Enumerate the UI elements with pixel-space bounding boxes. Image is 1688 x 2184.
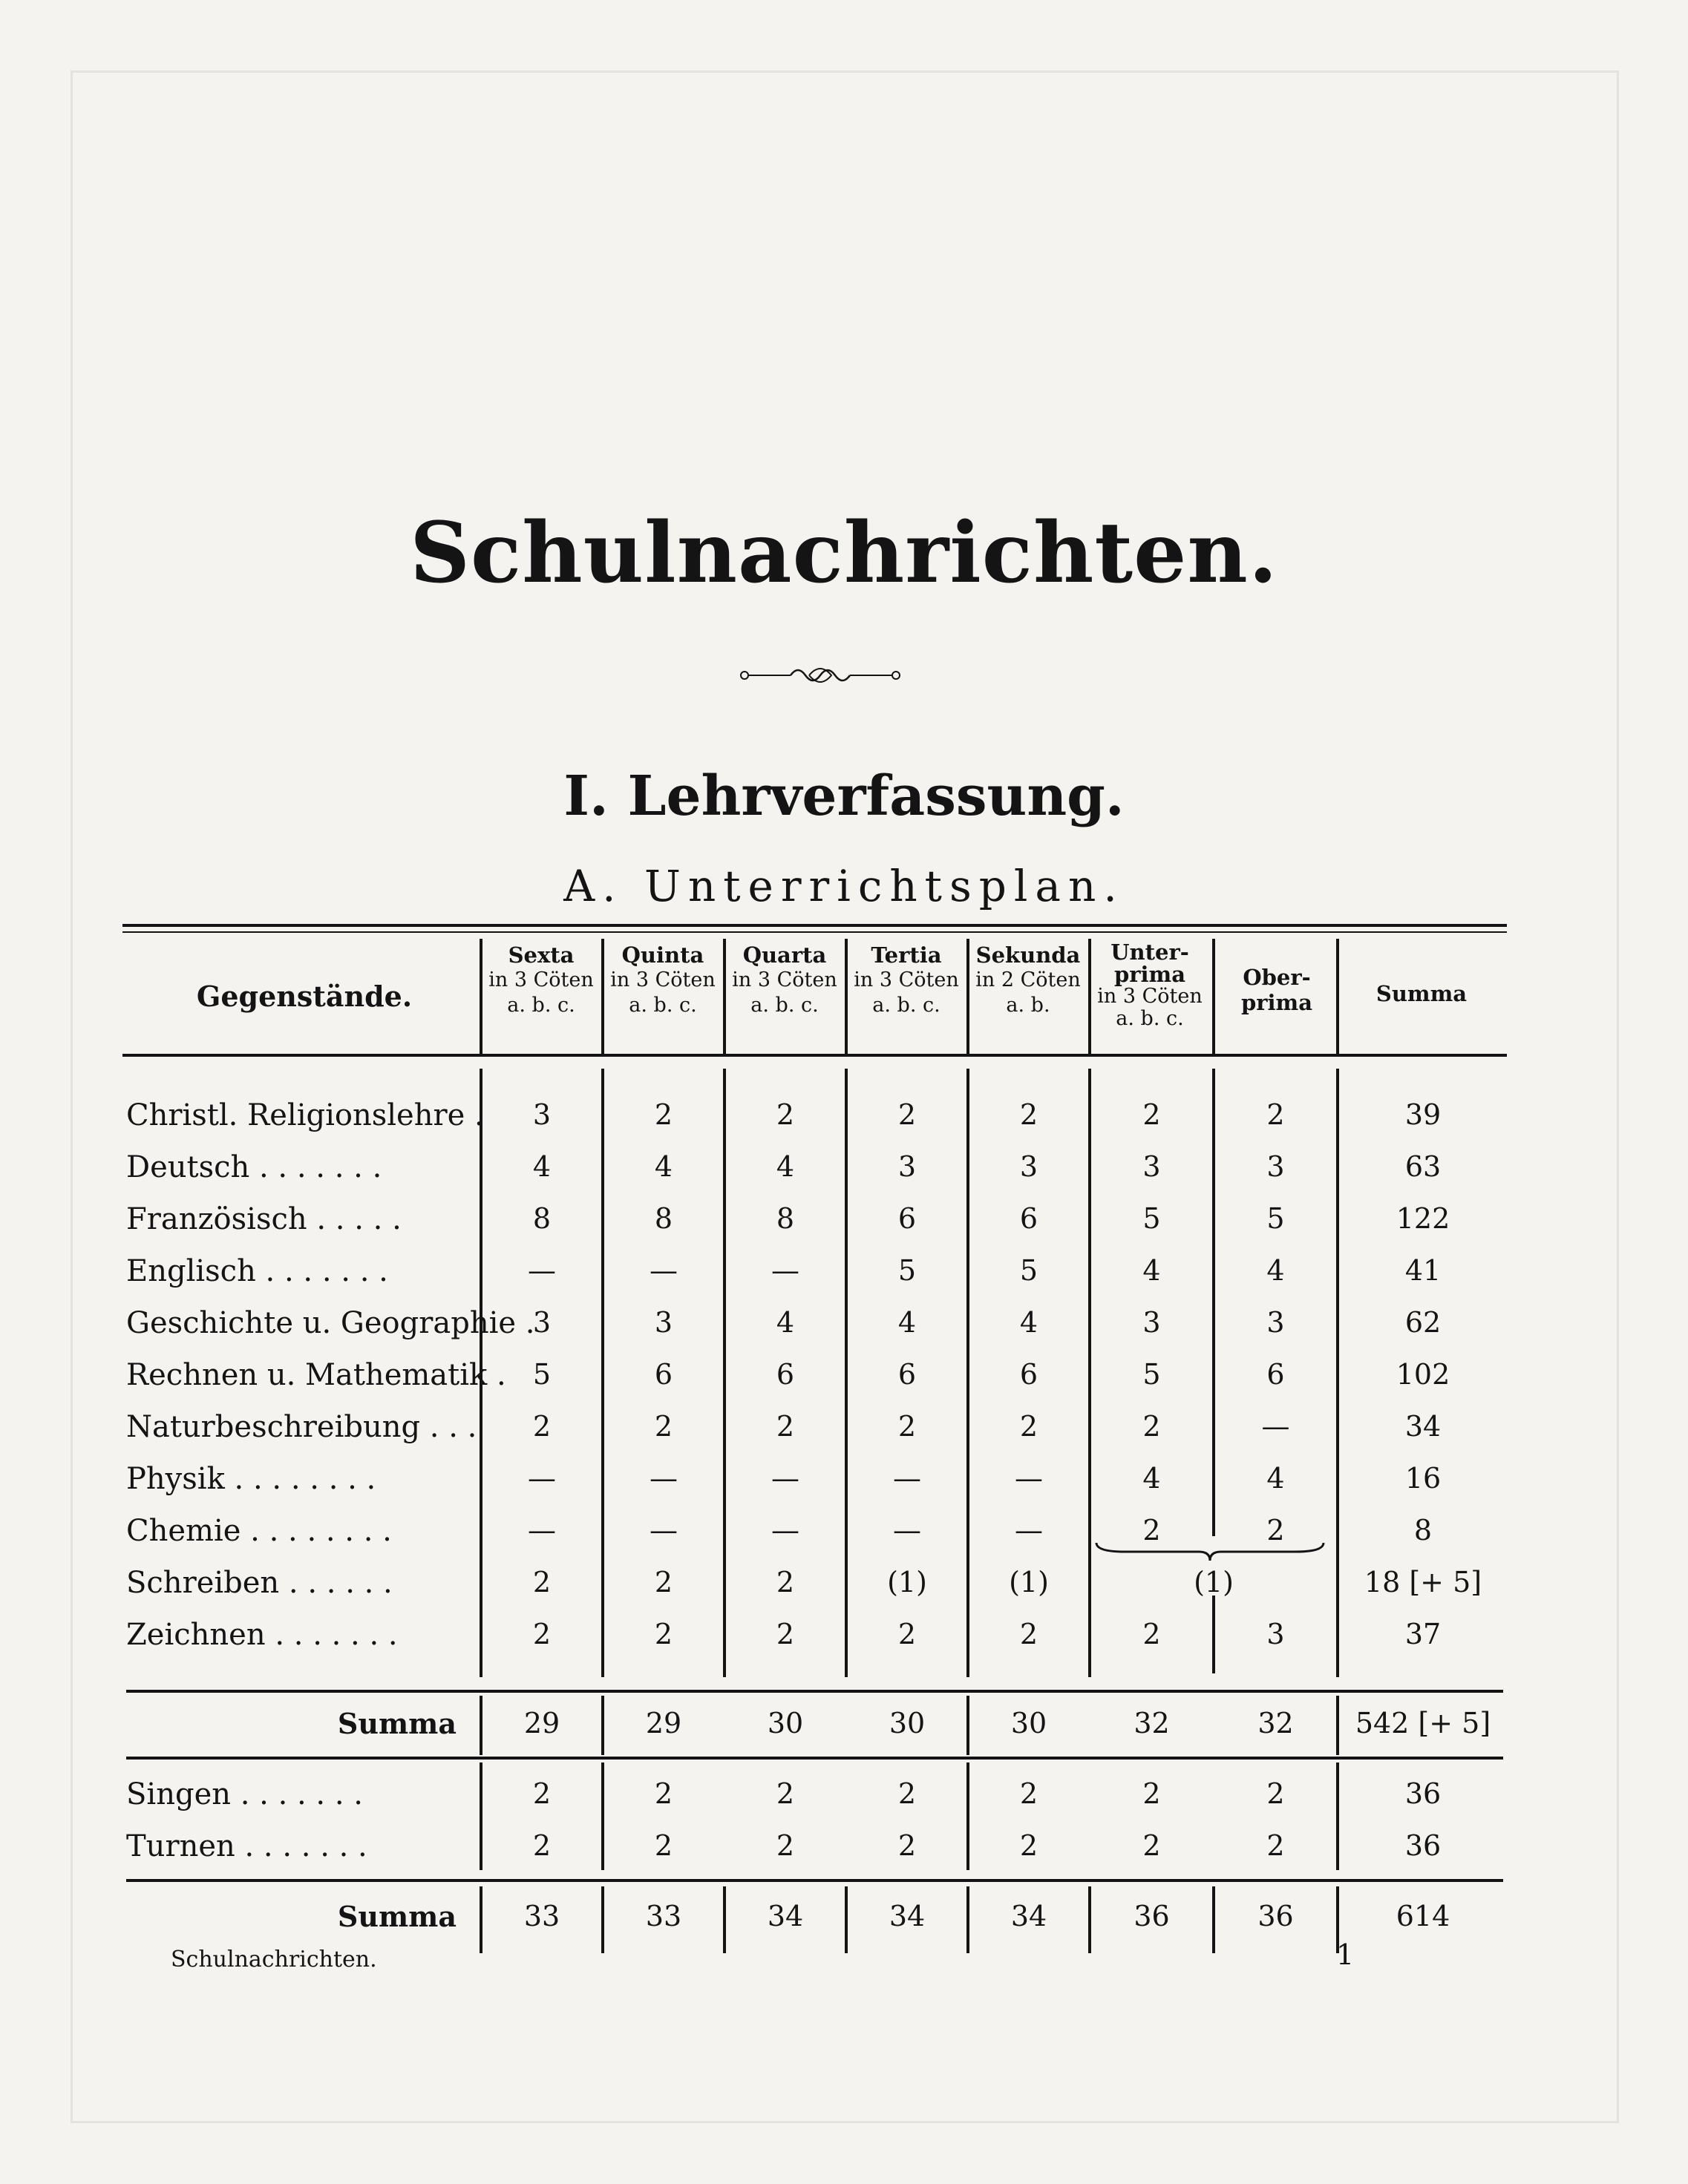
table-cell: 2 [897,1618,917,1650]
table-cell: 8 [654,1202,673,1235]
column-name-2: prima [1240,990,1313,1015]
table-cell: 3 [532,1306,552,1339]
table-row [0,1254,1688,1291]
column-sections: a. b. c. [872,994,940,1017]
table-cell: 2 [776,1098,795,1131]
table-cell: 2 [1019,1410,1038,1443]
table-cell: 63 [1404,1150,1442,1183]
table-cell: 3 [1266,1306,1285,1339]
table-cell: 33 [645,1900,682,1932]
header-separator [1336,939,1339,1054]
header-separator [966,939,969,1054]
table-cell: 102 [1396,1358,1450,1391]
table-cell: 6 [1019,1358,1038,1391]
summa-row [0,1707,1688,1744]
column-sections: a. b. c. [629,994,697,1017]
table-cell: 2 [897,1829,917,1862]
table-row [0,1462,1688,1499]
table-cell: 5 [897,1254,917,1287]
table-cell: — [650,1462,678,1495]
table-cell: 4 [654,1150,673,1183]
table-cell: 30 [889,1707,926,1739]
column-name: Sekunda [975,942,1081,968]
table-cell: (1) [1009,1566,1049,1598]
table-cell: — [893,1462,921,1495]
table-cell: 32 [1133,1707,1170,1739]
header-separator [480,939,482,1054]
table-cell: 3 [532,1098,552,1131]
table-cell: 2 [532,1777,552,1810]
column-header-sexta [481,942,601,1018]
table-cell: — [650,1514,678,1547]
table-cell: 2 [1266,1829,1285,1862]
table-cell: 2 [897,1410,917,1443]
column-sections: a. b. [1006,994,1050,1017]
column-header-summa [1340,981,1503,1006]
table-cell: 36 [1133,1900,1170,1932]
table-cell: 2 [1142,1410,1161,1443]
subject-label: Französisch . . . . . [126,1202,402,1236]
table-cell: — [893,1514,921,1547]
table-cell: 3 [1266,1150,1285,1183]
column-name: Quarta [742,942,827,968]
column-name: Ober- [1243,965,1311,990]
header-separator [1212,939,1215,1054]
table-cell: 8 [532,1202,552,1235]
column-name: Tertia [871,942,942,968]
table-cell: 3 [1019,1150,1038,1183]
table-row [0,1618,1688,1655]
table-row [0,1410,1688,1447]
table-cell: 36 [1404,1829,1442,1862]
table-cell: 8 [776,1202,795,1235]
table-cell: 2 [1142,1098,1161,1131]
table-cell: 8 [1413,1514,1433,1547]
summa-label: Summa [337,1900,457,1933]
summa-rule [126,1690,1503,1693]
table-cell: 614 [1396,1900,1450,1932]
table-cell: 41 [1404,1254,1442,1287]
table-row [0,1306,1688,1343]
table-cell: 4 [532,1150,552,1183]
table-cell: 4 [1266,1462,1285,1495]
table-cell: 2 [532,1829,552,1862]
table-row [0,1829,1688,1866]
table-cell: — [528,1462,556,1495]
table-cell: 2 [776,1566,795,1598]
table-cell: 34 [767,1900,804,1932]
header-separator [1088,939,1091,1054]
subject-column-header: Gegenstände. [196,980,413,1013]
subject-label: Naturbeschreibung . . . [126,1410,477,1444]
summa-row [0,1900,1688,1937]
subject-label: Singen . . . . . . . [126,1777,364,1811]
table-cell: 3 [654,1306,673,1339]
table-row [0,1202,1688,1239]
table-cell: 2 [654,1098,673,1131]
table-cell: 2 [776,1618,795,1650]
subject-label: Christl. Religionslehre . [126,1098,484,1132]
ornament-divider [739,660,902,690]
table-cell: 30 [767,1707,804,1739]
table-cell: 2 [1019,1098,1038,1131]
subject-label: Rechnen u. Mathematik . [126,1358,506,1392]
table-cell: 6 [776,1358,795,1391]
table-cell: 39 [1404,1098,1442,1131]
table-top-rule [122,924,1507,927]
page-title: Schulnachrichten. [410,505,1278,602]
table-cell: 2 [1266,1098,1285,1131]
column-name: Unter- [1110,939,1189,965]
header-separator [845,939,848,1054]
column-sections: a. b. c. [507,994,575,1017]
table-cell: 2 [532,1618,552,1650]
table-cell: 4 [1142,1462,1161,1495]
table-cell: — [771,1514,799,1547]
page-number: 1 [1336,1938,1355,1971]
table-top-rule-thin [122,931,1507,933]
table-cell: — [771,1254,799,1287]
summa-rule [126,1879,1503,1882]
table-cell: 3 [1142,1306,1161,1339]
table-cell: — [528,1254,556,1287]
subject-label: Chemie . . . . . . . . [126,1514,392,1548]
table-cell: 2 [1142,1514,1161,1547]
table-row [0,1566,1688,1603]
header-separator [723,939,726,1054]
table-cell: 4 [897,1306,917,1339]
table-cell: 4 [776,1306,795,1339]
column-sections: a. b. c. [1116,1007,1184,1030]
column-header-quinta [603,942,723,1018]
header-bottom-rule [122,1054,1507,1057]
table-cell: 30 [1010,1707,1047,1739]
table-row [0,1150,1688,1187]
column-classes: in 3 Cöten [854,968,959,991]
table-cell: 4 [1142,1254,1161,1287]
table-cell: 2 [532,1410,552,1443]
table-cell: 2 [532,1566,552,1598]
header-separator [601,939,604,1054]
table-cell: 4 [1266,1254,1285,1287]
table-cell: 542 [+ 5] [1355,1707,1491,1739]
table-cell: 2 [776,1777,795,1810]
table-cell: 34 [1010,1900,1047,1932]
column-header-quarta [724,942,845,1018]
table-cell: 18 [+ 5] [1364,1566,1482,1598]
subject-label: Zeichnen . . . . . . . [126,1618,398,1652]
table-cell: 5 [1266,1202,1285,1235]
table-row [0,1514,1688,1551]
table-row [0,1098,1688,1135]
table-cell: 2 [897,1098,917,1131]
column-classes: in 3 Cöten [1097,985,1203,1008]
table-cell: 33 [523,1900,560,1932]
table-cell: 36 [1257,1900,1294,1932]
table-cell: 34 [889,1900,926,1932]
table-cell: (1) [887,1566,927,1598]
column-classes: in 3 Cöten [732,968,837,991]
table-cell: 2 [654,1618,673,1650]
table-cell: 6 [897,1202,917,1235]
subsection-title: A. Unterrichtsplan. [563,861,1125,911]
table-cell: 6 [654,1358,673,1391]
table-cell: 62 [1404,1306,1442,1339]
table-cell-merged: (1) [1194,1566,1234,1598]
column-classes: in 3 Cöten [488,968,594,991]
table-cell: 5 [1142,1202,1161,1235]
column-sections: a. b. c. [750,994,819,1017]
table-cell: 3 [1142,1150,1161,1183]
table-cell: 2 [654,1410,673,1443]
footer-running-title: Schulnachrichten. [171,1947,377,1973]
summa-label: Summa [337,1707,457,1740]
subject-label: Turnen . . . . . . . [126,1829,367,1863]
subject-label: Schreiben . . . . . . [126,1566,393,1600]
column-name-2: prima [1113,962,1186,987]
table-cell: 36 [1404,1777,1442,1810]
table-cell: 6 [1019,1202,1038,1235]
table-cell: 34 [1404,1410,1442,1443]
table-cell: — [528,1514,556,1547]
column-name: Quinta [621,942,704,968]
column-header-oberprima [1217,965,1336,1015]
table-cell: — [1015,1514,1043,1547]
table-cell: 32 [1257,1707,1294,1739]
table-cell: 2 [1019,1777,1038,1810]
summa-rule [126,1757,1503,1760]
column-header-unterprima [1090,941,1210,1030]
table-cell: 2 [1266,1514,1285,1547]
table-cell: 3 [1266,1618,1285,1650]
column-name: Summa [1375,981,1468,1006]
table-cell: 2 [1019,1829,1038,1862]
table-cell: 2 [1142,1829,1161,1862]
table-cell: 5 [1142,1358,1161,1391]
table-cell: 37 [1404,1618,1442,1650]
table-cell: 6 [897,1358,917,1391]
table-cell: — [1261,1410,1290,1443]
table-cell: 2 [654,1777,673,1810]
column-name: Sexta [508,942,575,968]
table-cell: 2 [1019,1618,1038,1650]
table-cell: 122 [1396,1202,1450,1235]
merge-brace [1095,1540,1325,1562]
table-cell: 6 [1266,1358,1285,1391]
table-cell: 2 [776,1829,795,1862]
table-row [0,1777,1688,1814]
table-cell: 2 [1142,1618,1161,1650]
table-row [0,1358,1688,1395]
table-cell: — [1015,1462,1043,1495]
table-cell: 5 [1019,1254,1038,1287]
table-cell: 29 [523,1707,560,1739]
section-title: I. Lehrverfassung. [563,764,1125,828]
subject-label: Physik . . . . . . . . [126,1462,376,1496]
table-cell: 2 [897,1777,917,1810]
subject-label: Geschichte u. Geographie . [126,1306,535,1340]
table-cell: — [650,1254,678,1287]
table-cell: 4 [776,1150,795,1183]
subject-label: Englisch . . . . . . . [126,1254,388,1288]
table-cell: 2 [654,1566,673,1598]
column-classes: in 2 Cöten [975,968,1081,991]
table-cell: 3 [897,1150,917,1183]
table-cell: 4 [1019,1306,1038,1339]
table-cell: 2 [654,1829,673,1862]
table-cell: — [771,1462,799,1495]
table-cell: 16 [1404,1462,1442,1495]
subject-label: Deutsch . . . . . . . [126,1150,382,1184]
column-header-sekunda [968,942,1088,1018]
table-cell: 2 [776,1410,795,1443]
table-cell: 29 [645,1707,682,1739]
table-cell: 2 [1142,1777,1161,1810]
column-header-tertia [846,942,966,1018]
column-classes: in 3 Cöten [610,968,716,991]
table-cell: 2 [1266,1777,1285,1810]
table-cell: 5 [532,1358,552,1391]
